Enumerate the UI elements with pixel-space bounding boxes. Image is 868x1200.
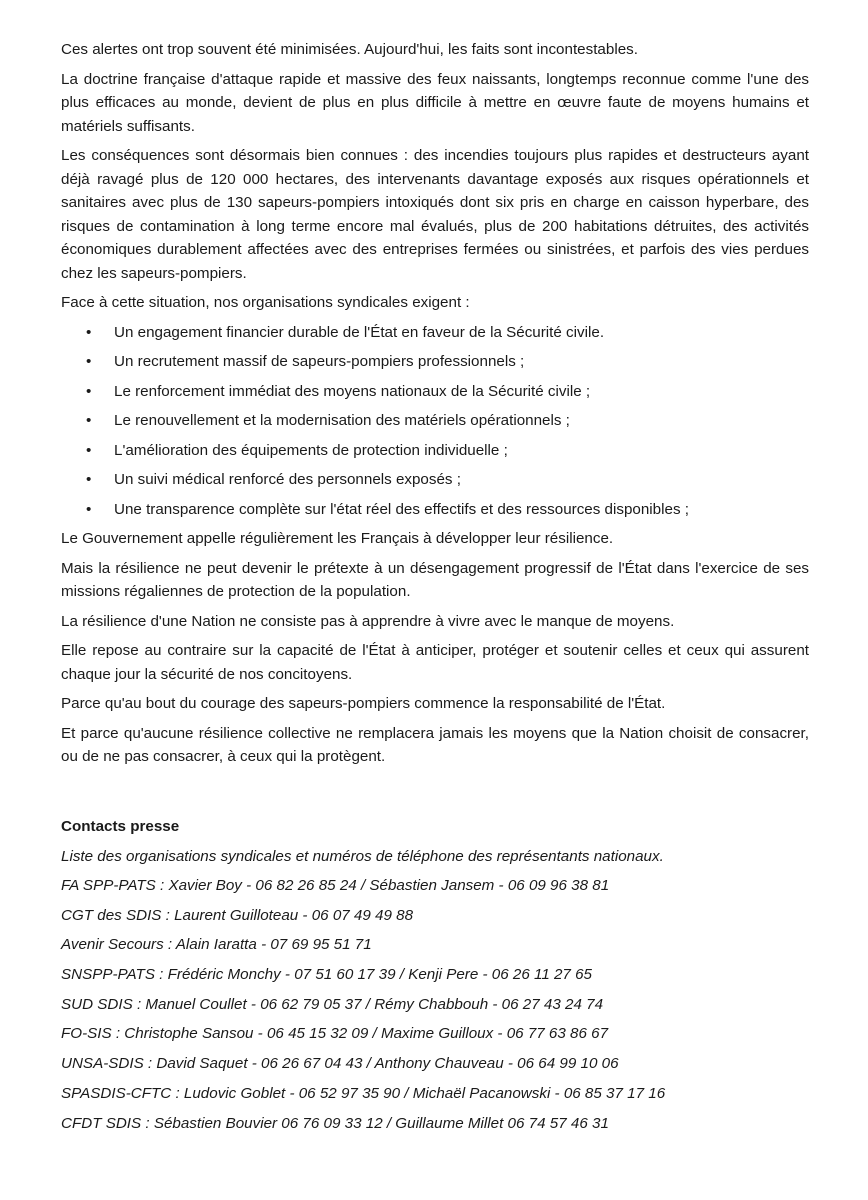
list-item bbox=[61, 409, 809, 433]
paragraph-resilience-call: Le Gouvernement appelle régulièrement les Français à développer leur résilience. bbox=[61, 530, 614, 547]
list-item bbox=[61, 439, 809, 463]
list-item bbox=[61, 321, 809, 345]
list-item-text: L'amélioration des équipements de protection individuelle ; bbox=[114, 441, 508, 459]
contact-entry: CFDT SDIS : Sébastien Bouvier 06 76 09 33 12 / Guillaume Millet 06 74 57 46 31 bbox=[61, 1114, 609, 1132]
bullet-icon: • bbox=[86, 412, 92, 429]
paragraph-state-capacity: Elle repose au contraire sur la capacité de l'État à anticiper, protéger et soutenir celles et ceux qui assurent chaque jour la sécurité de nos concitoyens. bbox=[61, 642, 809, 683]
list-item-text: Un suivi médical renforcé des personnels exposés ; bbox=[114, 471, 461, 488]
paragraph-alerts: Ces alertes ont trop souvent été minimisées. Aujourd'hui, les faits sont incontestables. bbox=[61, 41, 638, 58]
list-item-text: Le renforcement immédiat des moyens nationaux de la Sécurité civile ; bbox=[114, 382, 591, 400]
list-item bbox=[61, 468, 809, 492]
contact-entry: SUD SDIS : Manuel Coullet - 06 62 79 05 37 / Rémy Chabbouh - 06 27 43 24 74 bbox=[61, 995, 604, 1013]
contacts-intro: Liste des organisations syndicales et numéros de téléphone des représentants nationaux. bbox=[61, 847, 664, 865]
list-item-text: Une transparence complète sur l'état réel des effectifs et des ressources disponibles ; bbox=[114, 500, 689, 518]
bullet-icon: • bbox=[86, 471, 92, 488]
list-item-text: Le renouvellement et la modernisation des matériels opérationnels ; bbox=[114, 412, 570, 429]
press-contacts bbox=[61, 815, 809, 1141]
demands-list bbox=[61, 321, 809, 522]
bullet-icon: • bbox=[86, 353, 92, 370]
paragraph-doctrine: La doctrine française d'attaque rapide et massive des feux naissants, longtemps reconnue comme l'une des plus efficaces au monde, devient de plus en plus difficile à mettre en œuvre faute de moyens humains et matériels suffisants. bbox=[61, 70, 809, 135]
paragraph-resilience-pretext: Mais la résilience ne peut devenir le prétexte à un désengagement progressif de l'État dans l'exercice de ses missions régaliennes de protection de la population. bbox=[61, 559, 809, 600]
contact-entry: CGT des SDIS : Laurent Guilloteau - 06 07 49 49 88 bbox=[61, 906, 414, 924]
list-item bbox=[61, 498, 809, 522]
paragraph-resilience-nation: La résilience d'une Nation ne consiste pas à apprendre à vivre avec le manque de moyens. bbox=[61, 612, 675, 630]
contact-list bbox=[61, 874, 809, 1135]
document-body bbox=[61, 38, 809, 775]
contact-entry: Avenir Secours : Alain Iaratta - 07 69 95 51 71 bbox=[61, 936, 372, 954]
paragraph-courage: Parce qu'au bout du courage des sapeurs-pompiers commence la responsabilité de l'État. bbox=[61, 695, 666, 712]
contact-entry: FO-SIS : Christophe Sansou - 06 45 15 32 09 / Maxime Guilloux - 06 77 63 86 67 bbox=[61, 1025, 609, 1043]
paragraph-demands-intro: Face à cette situation, nos organisations syndicales exigent : bbox=[61, 294, 470, 311]
bullet-icon: • bbox=[86, 382, 92, 400]
bullet-icon: • bbox=[86, 441, 92, 459]
contact-entry: SNSPP-PATS : Frédéric Monchy - 07 51 60 17 39 / Kenji Pere - 06 26 11 27 65 bbox=[61, 966, 592, 984]
contacts-title: Contacts presse bbox=[61, 818, 180, 835]
paragraph-conclusion: Et parce qu'aucune résilience collective ne remplacera jamais les moyens que la Nation choisit de consacrer, ou de ne pas consacrer, à ceux qui la protègent. bbox=[61, 724, 809, 765]
list-item bbox=[61, 350, 809, 374]
list-item bbox=[61, 380, 809, 404]
list-item-text: Un engagement financier durable de l'État en faveur de la Sécurité civile. bbox=[114, 323, 605, 341]
contact-entry: UNSA-SDIS : David Saquet - 06 26 67 04 43 / Anthony Chauveau - 06 64 99 10 06 bbox=[61, 1055, 619, 1073]
bullet-icon: • bbox=[86, 500, 92, 518]
bullet-icon: • bbox=[86, 323, 92, 341]
contact-entry: SPASDIS-CFTC : Ludovic Goblet - 06 52 97 35 90 / Michaël Pacanowski - 06 85 37 17 16 bbox=[61, 1084, 666, 1102]
paragraph-consequences: Les conséquences sont désormais bien connues : des incendies toujours plus rapides et destructeurs ayant déjà ravagé plus de 120 000 hectares, des intervenants davantage exposés aux risques opérationnels et sanitaires avec plus de 130 sapeurs-pompiers intoxiqués dont six pris en charge en caisson hyperbare, des risques de contamination à long terme encore mal évalués, plus de 200 habitations détruites, des activités économiques durablement affectées avec des entreprises fermées ou sinistrées, et parfois des vies perdues chez les sapeurs-pompiers. bbox=[61, 147, 809, 282]
list-item-text: Un recrutement massif de sapeurs-pompiers professionnels ; bbox=[114, 353, 525, 370]
contact-entry: FA SPP-PATS : Xavier Boy - 06 82 26 85 24 / Sébastien Jansem - 06 09 96 38 81 bbox=[61, 877, 610, 894]
